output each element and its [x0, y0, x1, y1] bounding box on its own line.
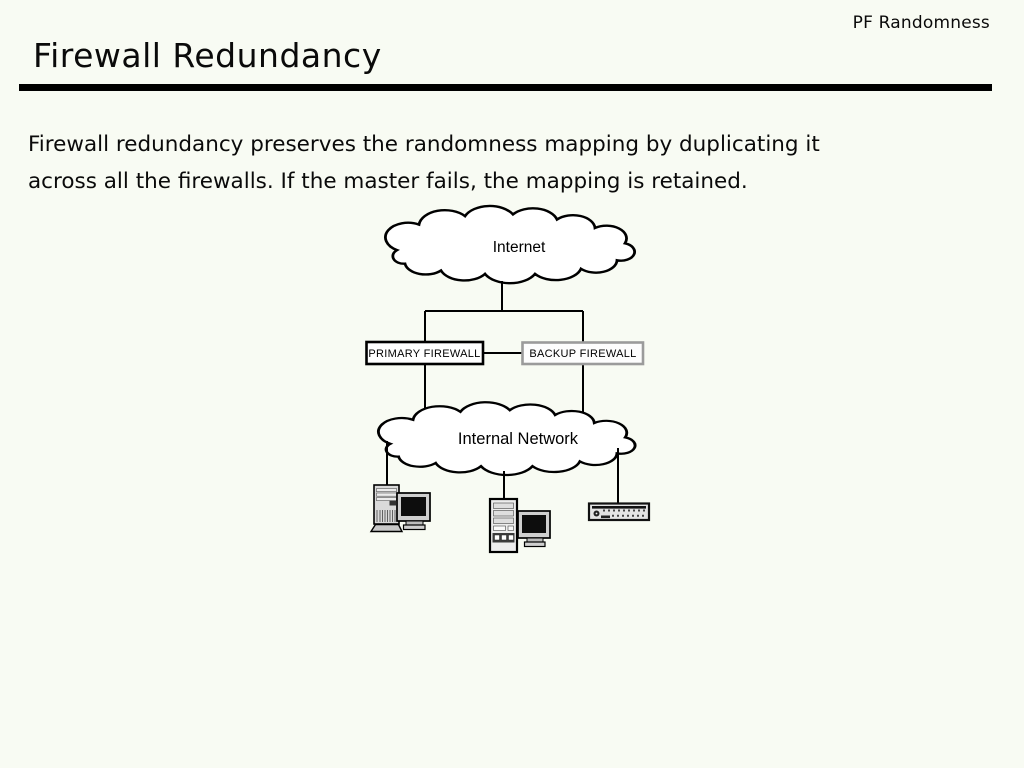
page-title: Firewall Redundancy [33, 36, 382, 75]
desktop-tower-with-monitor-icon [371, 485, 430, 532]
internet-label: Internet [492, 239, 546, 256]
network-switch-icon [589, 504, 649, 521]
primary-firewall-label: PRIMARY FIREWALL [368, 348, 481, 360]
backup-firewall-label: BACKUP FIREWALL [529, 348, 637, 360]
internal-network-label: Internal Network [457, 430, 579, 448]
corner-label: PF Randomness [852, 13, 990, 33]
body-line-1: Firewall redundancy preserves the randomness mapping by duplicating it [28, 132, 820, 157]
desktop-tower-with-monitor-icon [490, 499, 550, 552]
body-line-2: across all the firewalls. If the master fails, the mapping is retained. [28, 169, 748, 194]
